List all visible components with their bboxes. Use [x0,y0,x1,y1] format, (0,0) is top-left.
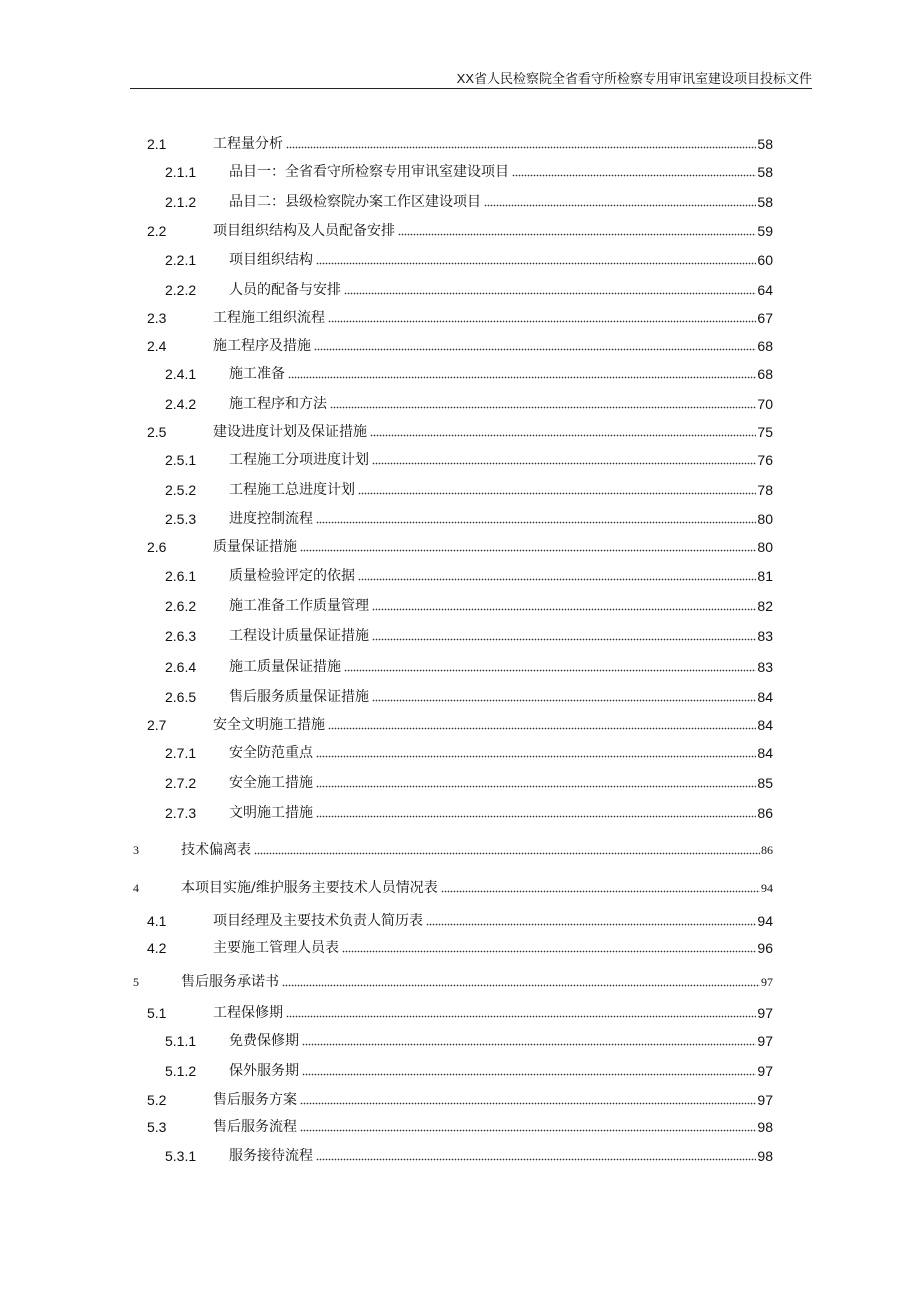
toc-entry-title: 工程保修期 [213,1005,283,1021]
toc-entry-title: 文明施工措施 [229,805,313,821]
toc-entry-number: 2.6.1 [165,568,197,584]
toc-entry-title: 质量保证措施 [213,539,297,555]
toc-entry-page: 58 [757,194,773,210]
toc-entry[interactable] [165,1061,773,1081]
toc-entry-number: 2.4.1 [165,366,197,382]
toc-entry[interactable] [165,250,773,270]
toc-entry[interactable] [165,743,773,763]
toc-entry-title: 品目一：全省看守所检察专用审讯室建设项目 [229,164,509,180]
toc-entry-title: 安全施工措施 [229,775,313,791]
dot-leader [288,375,756,379]
toc-entry-page: 80 [757,539,773,555]
toc-entry-number: 5.1 [147,1005,167,1021]
toc-entry-title: 售后服务质量保证措施 [229,689,369,705]
toc-entry-title: 施工准备 [229,366,285,382]
toc-entry-title: 安全防范重点 [229,745,313,761]
dot-leader [254,851,760,855]
toc-entry-number: 2.6.3 [165,628,197,644]
toc-entry-number: 2.6.4 [165,659,197,675]
toc-entry-page: 84 [757,745,773,761]
dot-leader [344,291,756,295]
toc-entry[interactable] [165,773,773,793]
toc-entry[interactable] [165,626,773,646]
toc-entry-number: 5.3 [147,1119,167,1135]
dot-leader [286,1014,756,1018]
toc-entry-title: 项目组织结构 [229,252,313,268]
dot-leader [342,949,756,953]
dot-leader [372,698,756,702]
toc-entry-title: 技术偏离表 [181,842,251,858]
dot-leader [300,1101,756,1105]
toc-entry-title: 施工程序和方法 [229,396,327,412]
toc-entry-page: 78 [757,482,773,498]
toc-entry-page: 64 [757,282,773,298]
toc-entry-page: 98 [757,1119,773,1135]
toc-entry-number: 2.1.1 [165,164,197,180]
toc-entry-number: 2.7.2 [165,775,197,791]
toc-entry-title: 施工准备工作质量管理 [229,598,369,614]
toc-entry-title: 施工质量保证措施 [229,659,341,675]
toc-entry[interactable] [147,1003,773,1023]
toc-entry-number: 2.1.2 [165,194,197,210]
toc-entry-page: 97 [757,1033,773,1049]
dot-leader [484,203,756,207]
toc-entry[interactable] [147,308,773,328]
toc-entry-page: 86 [761,843,773,857]
toc-entry-title: 售后服务方案 [213,1092,297,1108]
toc-entry[interactable] [147,938,773,958]
toc-entry-page: 97 [761,975,773,989]
toc-entry-number: 2.6 [147,539,167,555]
toc-entry[interactable] [147,422,773,442]
toc-entry-title: 工程量分析 [213,136,283,152]
dot-leader [372,637,756,641]
toc-entry-number: 2.7 [147,717,167,733]
toc-entry-page: 97 [757,1005,773,1021]
dot-leader [316,1157,756,1161]
toc-entry-number: 5.1.2 [165,1063,197,1079]
toc-entry[interactable] [147,911,773,931]
toc-entry-page: 97 [757,1063,773,1079]
dot-leader [328,319,756,323]
toc-entry-number: 2.2 [147,223,167,239]
toc-entry-number: 2.1 [147,136,167,152]
toc-entry-page: 96 [757,940,773,956]
toc-entry-number: 2.5.1 [165,452,197,468]
dot-leader [426,922,756,926]
toc-entry-page: 86 [757,805,773,821]
toc-entry-page: 58 [757,136,773,152]
toc-entry-page: 68 [757,338,773,354]
toc-entry-number: 5.3.1 [165,1148,197,1164]
toc-entry-page: 76 [757,452,773,468]
toc-entry-title: 项目组织结构及人员配备安排 [213,223,395,239]
toc-entry-title: 售后服务流程 [213,1119,297,1135]
toc-entry[interactable] [165,803,773,823]
dot-leader [316,784,756,788]
toc-entry-page: 59 [757,223,773,239]
dot-leader [330,405,756,409]
toc-entry-number: 2.3 [147,310,167,326]
toc-entry-number: 2.2.1 [165,252,197,268]
dot-leader [441,889,760,893]
dot-leader [300,548,756,552]
toc-entry-page: 84 [757,689,773,705]
toc-entry-page: 80 [757,511,773,527]
toc-entry-page: 81 [757,568,773,584]
toc-entry[interactable] [147,336,773,356]
toc-entry-page: 84 [757,717,773,733]
dot-leader [398,232,756,236]
toc-entry-number: 4.2 [147,940,167,956]
toc-entry[interactable] [165,394,773,414]
dot-leader [300,1128,756,1132]
toc-entry-page: 82 [757,598,773,614]
toc-entry[interactable] [165,566,773,586]
toc-entry-number: 2.4.2 [165,396,197,412]
toc-entry-title: 本项目实施/维护服务主要技术人员情况表 [181,880,438,896]
toc-entry-number: 4.1 [147,913,167,929]
toc-entry-title: 服务接待流程 [229,1148,313,1164]
toc-entry-page: 67 [757,310,773,326]
dot-leader [344,668,756,672]
toc-entry-page: 85 [757,775,773,791]
toc-entry-title: 人员的配备与安排 [229,282,341,298]
toc-entry-title: 主要施工管理人员表 [213,940,339,956]
toc-entry-number: 4 [133,881,139,895]
toc-entry[interactable] [165,480,773,500]
toc-entry-title: 售后服务承诺书 [181,974,279,990]
dot-leader [316,814,756,818]
toc-entry-title: 进度控制流程 [229,511,313,527]
dot-leader [316,261,756,265]
toc-entry-title: 保外服务期 [229,1063,299,1079]
dot-leader [314,347,756,351]
toc-entry-page: 94 [757,913,773,929]
toc-entry-number: 3 [133,843,139,857]
dot-leader [358,491,756,495]
dot-leader [328,726,756,730]
toc-entry[interactable] [133,840,773,860]
toc-entry-title: 施工程序及措施 [213,338,311,354]
dot-leader [316,754,756,758]
toc-entry-title: 品目二：县级检察院办案工作区建设项目 [229,194,481,210]
toc-entry[interactable] [147,221,773,241]
dot-leader [286,145,756,149]
toc-entry-title: 工程施工总进度计划 [229,482,355,498]
toc-entry[interactable] [165,657,773,677]
toc-entry[interactable] [165,192,773,212]
toc-entry-page: 97 [757,1092,773,1108]
toc-entry-number: 2.7.3 [165,805,197,821]
toc-entry-number: 2.5.2 [165,482,197,498]
toc-entry[interactable] [133,878,773,898]
toc-entry-title: 安全文明施工措施 [213,717,325,733]
toc-entry-number: 2.6.2 [165,598,197,614]
toc-entry-number: 2.5.3 [165,511,197,527]
dot-leader [302,1042,756,1046]
toc-entry-number: 2.2.2 [165,282,197,298]
dot-leader [358,577,756,581]
toc-entry-title: 工程设计质量保证措施 [229,628,369,644]
dot-leader [372,607,756,611]
toc-entry-page: 58 [757,164,773,180]
toc-entry[interactable] [165,280,773,300]
toc-entry-page: 60 [757,252,773,268]
toc-entry[interactable] [147,537,773,557]
toc-entry-number: 5.1.1 [165,1033,197,1049]
toc-entry-page: 75 [757,424,773,440]
toc-entry-page: 70 [757,396,773,412]
toc-entry-number: 2.7.1 [165,745,197,761]
dot-leader [282,983,760,987]
toc-entry-title: 建设进度计划及保证措施 [213,424,367,440]
toc-entry[interactable] [147,1117,773,1137]
dot-leader [302,1072,756,1076]
toc-entry-number: 2.5 [147,424,167,440]
toc-entry-number: 5 [133,975,139,989]
dot-leader [370,433,756,437]
toc-entry[interactable] [165,450,773,470]
toc-entry[interactable] [165,596,773,616]
toc-entry-title: 质量检验评定的依据 [229,568,355,584]
toc-entry[interactable] [165,687,773,707]
header-title: XX省人民检察院全省看守所检察专用审讯室建设项目投标文件 [456,71,812,86]
toc-entry[interactable] [165,364,773,384]
toc-entry-title: 项目经理及主要技术负责人简历表 [213,913,423,929]
toc-entry-title: 免费保修期 [229,1033,299,1049]
toc-entry-title: 工程施工分项进度计划 [229,452,369,468]
toc-entry[interactable] [165,162,773,182]
toc-entry-number: 2.4 [147,338,167,354]
toc-entry[interactable] [133,972,773,992]
toc-entry-title: 工程施工组织流程 [213,310,325,326]
toc-entry-page: 98 [757,1148,773,1164]
toc-entry[interactable] [147,1090,773,1110]
dot-leader [316,520,756,524]
dot-leader [372,461,756,465]
toc-entry-number: 2.6.5 [165,689,197,705]
toc-entry[interactable] [147,715,773,735]
toc-entry-page: 83 [757,659,773,675]
toc-entry[interactable] [165,1146,773,1166]
dot-leader [512,173,756,177]
toc-entry-page: 83 [757,628,773,644]
toc-entry-page: 68 [757,366,773,382]
toc-entry[interactable] [165,509,773,529]
toc-entry[interactable] [147,134,773,154]
toc-entry-page: 94 [761,881,773,895]
toc-entry-number: 5.2 [147,1092,167,1108]
toc-entry[interactable] [165,1031,773,1051]
